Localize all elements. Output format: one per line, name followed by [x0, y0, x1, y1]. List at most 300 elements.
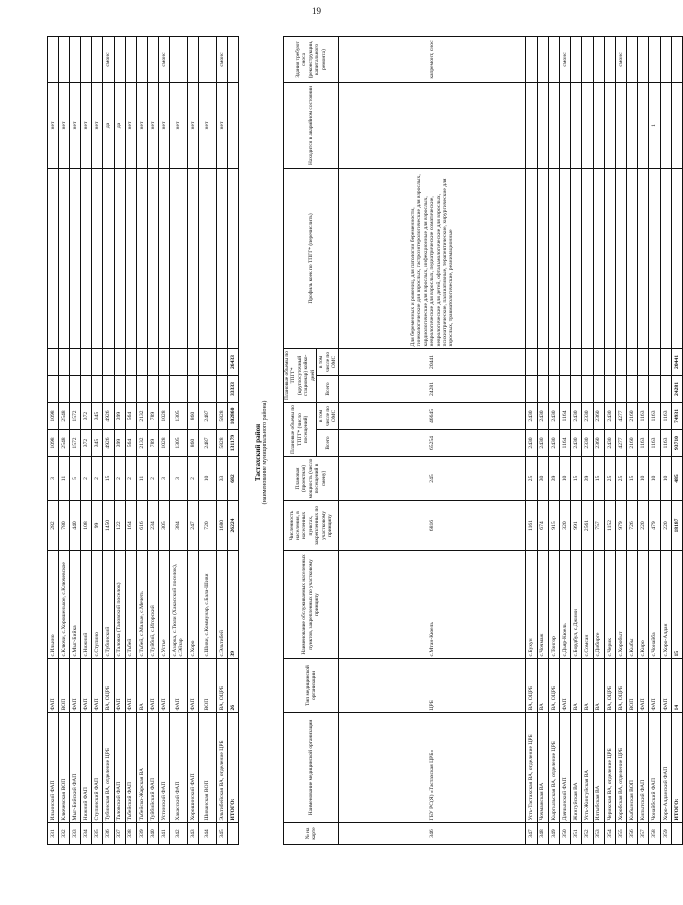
cell-bed-profile [114, 169, 125, 349]
cell-repair [638, 36, 649, 82]
cell-map-number [227, 823, 238, 845]
cell-org-name: Устинский ФАП [158, 713, 169, 823]
cell-visits-total: 1098 [48, 430, 59, 457]
cell-emergency [548, 82, 559, 168]
cell-settlements: с.Мыг-Бийка [70, 551, 81, 659]
cell-stac-total [158, 376, 169, 403]
cell-org-type: ФАП [158, 659, 169, 713]
cell-capacity: 25 [526, 457, 537, 501]
cell-map-number [671, 823, 682, 845]
table-row [627, 36, 638, 844]
cell-emergency [638, 82, 649, 168]
cell-org-type: ВА, ОЦРБ [216, 659, 227, 713]
cell-org-type: ВА [136, 659, 147, 713]
cell-population: 1152 [604, 501, 615, 551]
cell-visits-total: 2430 [571, 430, 582, 457]
cell-settlements: с.Эльтибей [216, 551, 227, 659]
cell-population: 282 [48, 501, 59, 551]
cell-visits-total: 789 [147, 430, 158, 457]
table-row [48, 37, 59, 845]
cell-org-name: Жингуйская ВА [571, 713, 582, 823]
cell-settlements: с.Киро [638, 551, 649, 659]
cell-visits-oms: 789 [147, 403, 158, 430]
cell-bed-profile [48, 169, 59, 349]
cell-repair [649, 36, 660, 82]
cell-bed-profile: Для беременных и рожениц, для патологии беременности, гинекологические для взрослых, гастроэнтерологические для взрослых, кардиологические для взрослых, инфекционные для взрослых, неврологические для взрослых, педиатрические соматические, неврологические для детей, офтальмологические для взрослых, психиатрические, паллиативные, терапевтические, хирургические для взрослых, травматологические, реанимационные [339, 168, 526, 348]
cell-emergency: нет [147, 83, 158, 169]
cell-population: 674 [537, 501, 548, 551]
cell-settlements: с.Ключи, с.Хорошенькое, с.Ключевское [59, 551, 70, 659]
table-row [187, 37, 198, 845]
cell-org-type: ВА [593, 659, 604, 713]
cell-visits-oms: 2430 [571, 402, 582, 429]
cell-visits-total: 860 [187, 430, 198, 457]
cell-visits-oms: 2487 [198, 403, 216, 430]
cell-org-type: ЦРБ [339, 659, 526, 713]
cell-bed-profile [627, 168, 638, 348]
table-row [537, 36, 548, 844]
cell-stac-total [627, 375, 638, 402]
cell-stac-oms [48, 349, 59, 376]
cell-population: 1450 [103, 501, 114, 551]
cell-capacity: 682 [227, 457, 238, 501]
cell-stac-total [114, 376, 125, 403]
cell-emergency [671, 82, 682, 168]
facilities-table-continued [47, 36, 239, 845]
cell-visits-oms: 46645 [339, 402, 526, 429]
cell-repair: смонс [615, 36, 626, 82]
cell-emergency [593, 82, 604, 168]
cell-settlements: с.Черик [604, 551, 615, 659]
cell-org-name: Ступинский ФАП [92, 713, 103, 823]
cell-stac-oms [114, 349, 125, 376]
cell-repair [604, 36, 615, 82]
table-row [125, 37, 136, 845]
cell-visits-total: 4277 [615, 430, 626, 457]
cell-bed-profile [125, 169, 136, 349]
cell-bed-profile [92, 169, 103, 349]
cell-repair [136, 37, 147, 83]
cell-map-number: 344 [198, 823, 216, 845]
facilities-table-district [283, 36, 683, 845]
cell-repair [48, 37, 59, 83]
cell-visits-oms: 1163 [638, 402, 649, 429]
cell-bed-profile [70, 169, 81, 349]
cell-stac-total [198, 376, 216, 403]
cell-visits-total: 1572 [70, 430, 81, 457]
cell-org-name: Кыргыльская ВА, отделение ЦРБ [548, 713, 559, 823]
cell-stac-total [571, 375, 582, 402]
cell-stac-oms [660, 348, 671, 375]
cell-visits-oms: 2430 [548, 402, 559, 429]
cell-capacity: 10 [638, 457, 649, 501]
cell-settlements: с.Шиви, с.Коммунар, с.Бала-Шиви [198, 551, 216, 659]
cell-map-number: 342 [170, 823, 188, 845]
cell-repair [92, 37, 103, 83]
cell-repair [537, 36, 548, 82]
cell-org-type: ВА [582, 659, 593, 713]
cell-emergency: нет [158, 83, 169, 169]
table-row [114, 37, 125, 845]
cell-org-name: Усть-Тастахская ВА, отделение ЦРБ [526, 713, 537, 823]
cell-stac-oms: 20441 [671, 348, 682, 375]
cell-stac-total [59, 376, 70, 403]
cell-map-number: 357 [638, 823, 649, 845]
cell-emergency: нет [59, 83, 70, 169]
cell-population: 99 [92, 501, 103, 551]
cell-population: 384 [170, 501, 188, 551]
cell-bed-profile [660, 168, 671, 348]
cell-settlements: 39 [227, 551, 238, 659]
cell-population: 1680 [216, 501, 227, 551]
cell-stac-total [170, 376, 188, 403]
cell-emergency [537, 82, 548, 168]
cell-repair [571, 36, 582, 82]
cell-visits-total: 345 [92, 430, 103, 457]
cell-visits-total: 2430 [537, 430, 548, 457]
cell-org-name: Мыг-Бийский ФАП [70, 713, 81, 823]
cell-org-type: ВА, ОЦРБ [103, 659, 114, 713]
cell-map-number: 352 [582, 823, 593, 845]
cell-population: 2561 [582, 501, 593, 551]
cell-org-type: ВА [537, 659, 548, 713]
cell-settlements: с.Дьяр-Кюель [559, 551, 570, 659]
cell-visits-total: 1163 [660, 430, 671, 457]
table-row [158, 37, 169, 845]
table-row [571, 36, 582, 844]
cell-visits-oms: 2160 [627, 402, 638, 429]
table-row [103, 37, 114, 845]
header-emergency: Находится в аварийном состоянии [284, 82, 339, 168]
cell-bed-profile [158, 169, 169, 349]
cell-visits-total: 2360 [593, 430, 604, 457]
cell-bed-profile [227, 169, 238, 349]
cell-capacity: 3 [170, 457, 188, 501]
cell-map-number: 347 [526, 823, 537, 845]
cell-visits-total: 5828 [216, 430, 227, 457]
cell-org-name: Таловский ФАП [114, 713, 125, 823]
cell-settlements: с.Тубинский [103, 551, 114, 659]
table-row [638, 36, 649, 844]
cell-stac-oms [627, 348, 638, 375]
cell-population: 108 [81, 501, 92, 551]
cell-capacity: 11 [59, 457, 70, 501]
cell-settlements: с.Туйбий, с.Игорский [147, 551, 158, 659]
cell-capacity: 39 [548, 457, 559, 501]
cell-org-name: Черикская ВА, отделение ЦРБ [604, 713, 615, 823]
cell-settlements: с.Ступино [92, 551, 103, 659]
cell-repair: капремонт, снос [339, 36, 526, 82]
cell-org-type: ФАП [70, 659, 81, 713]
table-row [147, 37, 158, 845]
cell-emergency [559, 82, 570, 168]
cell-population: 26224 [227, 501, 238, 551]
cell-visits-oms: 399 [114, 403, 125, 430]
cell-visits-total: 1305 [170, 430, 188, 457]
cell-repair [170, 37, 188, 83]
cell-bed-profile [559, 168, 570, 348]
cell-population: 991 [571, 501, 582, 551]
cell-org-type: ФАП [170, 659, 188, 713]
cell-map-number: 338 [125, 823, 136, 845]
cell-org-name: Туйбийский ФАП [147, 713, 158, 823]
cell-settlements: с.Хоро-Алдан [660, 551, 671, 659]
cell-stac-oms [187, 349, 198, 376]
cell-visits-total: 2430 [604, 430, 615, 457]
cell-stac-total [216, 376, 227, 403]
cell-map-number: 334 [81, 823, 92, 845]
cell-emergency [339, 82, 526, 168]
header-visits-total: Всего [317, 430, 339, 457]
cell-population: 122 [114, 501, 125, 551]
cell-repair: смонс [103, 37, 114, 83]
cell-map-number: 340 [147, 823, 158, 845]
cell-visits-oms: 2430 [537, 402, 548, 429]
cell-stac-oms [81, 349, 92, 376]
cell-visits-total: 2487 [198, 430, 216, 457]
cell-visits-oms: 74931 [671, 402, 682, 429]
cell-population: 320 [559, 501, 570, 551]
cell-map-number: 358 [649, 823, 660, 845]
cell-capacity: 11 [136, 457, 147, 501]
cell-map-number: 355 [615, 823, 626, 845]
cell-org-name: Кыбынская ВОП [627, 713, 638, 823]
cell-emergency [660, 82, 671, 168]
cell-visits-total: 1164 [559, 430, 570, 457]
table-row [198, 37, 216, 845]
cell-visits-total: 372 [81, 430, 92, 457]
cell-bed-profile [548, 168, 559, 348]
cell-org-type: ВА, ОЦРБ [526, 659, 537, 713]
cell-settlements: с.Чонайба [649, 551, 660, 659]
cell-stac-total [187, 376, 198, 403]
table-row [526, 36, 537, 844]
cell-settlements: с.Хоро [187, 551, 198, 659]
cell-visits-total: 65254 [339, 430, 526, 457]
cell-visits-oms: 2330 [582, 402, 593, 429]
table2-header [284, 36, 339, 844]
cell-stac-total [92, 376, 103, 403]
cell-map-number: 353 [593, 823, 604, 845]
cell-visits-oms: 2132 [136, 403, 147, 430]
cell-map-number: 335 [92, 823, 103, 845]
district-subtitle: (наименование муниципального района) [262, 400, 268, 505]
cell-emergency [227, 83, 238, 169]
cell-settlements: с.Устье [158, 551, 169, 659]
cell-visits-total: 399 [114, 430, 125, 457]
cell-settlements: с.Сомсан [582, 551, 593, 659]
cell-map-number: 333 [70, 823, 81, 845]
cell-population: 915 [548, 501, 559, 551]
cell-settlements: с.Тьбей, с.Малые, с.Мечеть [136, 551, 147, 659]
cell-settlements: с.Ильино [48, 551, 59, 659]
cell-map-number: 339 [136, 823, 147, 845]
cell-repair: смонс [216, 37, 227, 83]
cell-stac-oms [125, 349, 136, 376]
cell-visits-oms: 1163 [649, 402, 660, 429]
cell-settlements: с.Бухун [526, 551, 537, 659]
cell-repair [70, 37, 81, 83]
cell-org-type: ФАП [48, 659, 59, 713]
table-row [81, 37, 92, 845]
cell-stac-total [582, 375, 593, 402]
cell-population: 164 [125, 501, 136, 551]
table-row [216, 37, 227, 845]
header-visits-group: Плановые объемы по ТПГГ* (число посещений) [284, 402, 317, 456]
cell-map-number: 332 [59, 823, 70, 845]
cell-emergency: нет [136, 83, 147, 169]
cell-bed-profile [571, 168, 582, 348]
cell-settlements: с.Хоробыт [615, 551, 626, 659]
cell-org-type: ВА [571, 659, 582, 713]
cell-org-name: Хоробская ВА, отделение ЦРБ [615, 713, 626, 823]
cell-capacity: 3 [158, 457, 169, 501]
cell-org-name: Даччынский ФАП [559, 713, 570, 823]
cell-emergency: да [114, 83, 125, 169]
cell-population: 220 [638, 501, 649, 551]
cell-capacity: 39 [582, 457, 593, 501]
cell-org-type: ВОП [627, 659, 638, 713]
cell-population: 780 [59, 501, 70, 551]
cell-population: 720 [198, 501, 216, 551]
cell-capacity: 245 [339, 457, 526, 501]
table-row [582, 36, 593, 844]
cell-visits-oms: 2548 [59, 403, 70, 430]
cell-map-number: 345 [216, 823, 227, 845]
cell-visits-oms: 372 [81, 403, 92, 430]
cell-bed-profile [638, 168, 649, 348]
cell-emergency [526, 82, 537, 168]
header-repair: Здания требуют сноса (реконструкции, капитального ремонта) [284, 36, 339, 82]
cell-map-number: 350 [559, 823, 570, 845]
cell-stac-total [526, 375, 537, 402]
cell-settlements: с.Тьбей [125, 551, 136, 659]
cell-population: 220 [660, 501, 671, 551]
cell-capacity: 485 [671, 457, 682, 501]
cell-org-name: Тьбейско-Жарская ВА [136, 713, 147, 823]
cell-repair [227, 37, 238, 83]
cell-stac-total [125, 376, 136, 403]
cell-population: 479 [649, 501, 660, 551]
cell-org-type: ФАП [114, 659, 125, 713]
cell-emergency: нет [70, 83, 81, 169]
cell-visits-total: 2330 [582, 430, 593, 457]
cell-emergency: нет [125, 83, 136, 169]
cell-bed-profile [604, 168, 615, 348]
table-row [604, 36, 615, 844]
cell-settlements: с.Чочмаж [537, 551, 548, 659]
cell-capacity: 2 [114, 457, 125, 501]
cell-visits-oms: 860 [187, 403, 198, 430]
cell-emergency: нет [216, 83, 227, 169]
cell-stac-total [103, 376, 114, 403]
table-row [593, 36, 604, 844]
cell-org-name: Хоро-Алданский ФАП [660, 713, 671, 823]
cell-stac-oms [70, 349, 81, 376]
header-bed-profile: Профиль коек по ТПГГ* (перечислить) [284, 168, 339, 348]
cell-stac-oms [582, 348, 593, 375]
cell-visits-oms: 5828 [216, 403, 227, 430]
cell-repair [147, 37, 158, 83]
cell-repair [593, 36, 604, 82]
header-stac-oms: в том числе по ОМС [317, 348, 339, 375]
cell-visits-oms: 1164 [559, 402, 570, 429]
cell-org-name: Усть-Жингуйская ВА [582, 713, 593, 823]
cell-bed-profile [582, 168, 593, 348]
cell-org-name: Хорошинский ФАП [187, 713, 198, 823]
cell-visits-total: 1163 [638, 430, 649, 457]
cell-capacity: 25 [615, 457, 626, 501]
cell-org-type: ФАП [559, 659, 570, 713]
cell-stac-total [548, 375, 559, 402]
cell-emergency [627, 82, 638, 168]
cell-population: 616 [136, 501, 147, 551]
cell-bed-profile [537, 168, 548, 348]
cell-emergency: нет [92, 83, 103, 169]
cell-emergency [604, 82, 615, 168]
total-row [671, 36, 682, 844]
table-row [170, 37, 188, 845]
cell-capacity: 15 [103, 457, 114, 501]
cell-repair: смонс [158, 37, 169, 83]
cell-stac-oms [604, 348, 615, 375]
cell-population: 6816 [339, 501, 526, 551]
cell-capacity: 2 [125, 457, 136, 501]
cell-stac-total [537, 375, 548, 402]
cell-emergency: нет [198, 83, 216, 169]
cell-stac-total [81, 376, 92, 403]
table-row [136, 37, 147, 845]
cell-org-type: ФАП [92, 659, 103, 713]
cell-emergency: 1 [649, 82, 660, 168]
cell-map-number: 337 [114, 823, 125, 845]
cell-visits-total: 4926 [103, 430, 114, 457]
cell-stac-oms [216, 349, 227, 376]
cell-stac-oms [198, 349, 216, 376]
cell-org-name: Чочмажская ВА [537, 713, 548, 823]
cell-bed-profile [187, 169, 198, 349]
cell-visits-total: 1028 [158, 430, 169, 457]
cell-repair [548, 36, 559, 82]
cell-stac-oms: 20441 [339, 348, 526, 375]
cell-settlements: с.Дибирге [593, 551, 604, 659]
cell-repair [582, 36, 593, 82]
cell-visits-oms: 1163 [660, 402, 671, 429]
cell-map-number: 354 [604, 823, 615, 845]
cell-settlements: с.Бордбул, с.Джими [571, 551, 582, 659]
cell-population: 18187 [671, 501, 682, 551]
page-number: 19 [312, 6, 321, 16]
cell-org-name: Шиванская ВОП [198, 713, 216, 823]
cell-org-type: ФАП [187, 659, 198, 713]
cell-stac-oms [615, 348, 626, 375]
cell-org-name: Кипытский ФАП [638, 713, 649, 823]
cell-org-name: Тьбейский ФАП [125, 713, 136, 823]
cell-map-number: 356 [627, 823, 638, 845]
cell-stac-total [136, 376, 147, 403]
cell-map-number: 359 [660, 823, 671, 845]
cell-repair [125, 37, 136, 83]
table-row [339, 36, 526, 844]
cell-org-type: ФАП [638, 659, 649, 713]
cell-org-type: ВОП [59, 659, 70, 713]
table-row [92, 37, 103, 845]
cell-capacity: 2 [187, 457, 198, 501]
cell-stac-oms [571, 348, 582, 375]
cell-org-name: Ильинский ФАП [48, 713, 59, 823]
cell-visits-total: 93710 [671, 430, 682, 457]
cell-stac-oms [537, 348, 548, 375]
